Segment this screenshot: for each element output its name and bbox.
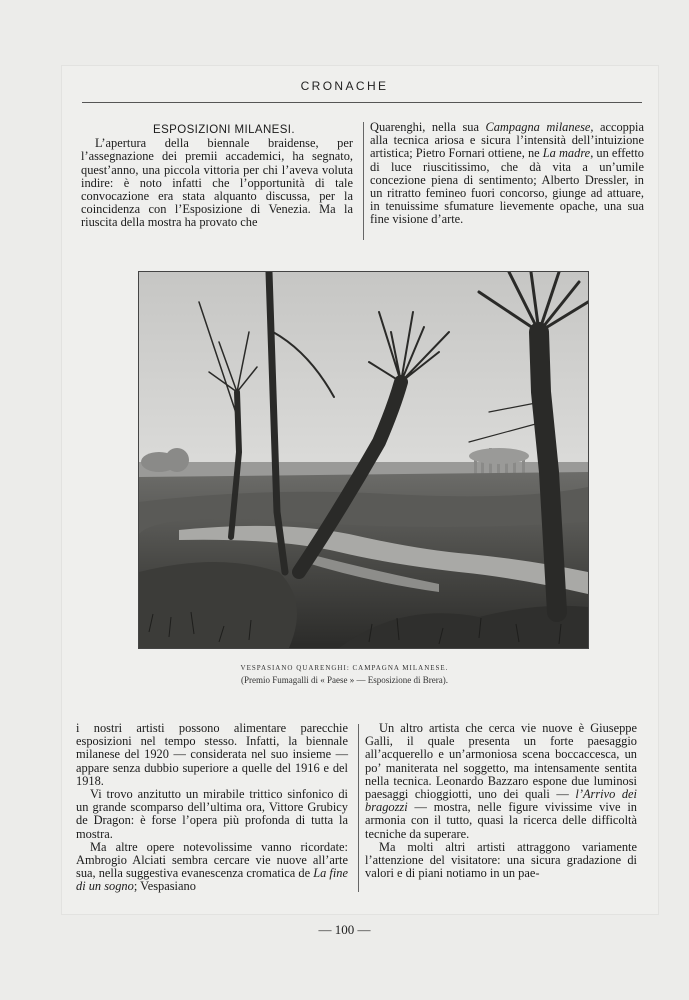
intro-paragraph: L’apertura della biennale braidense, per l’assegnazione dei premii accademici, ha segnato, quest’anno, una piccola vittoria per chi l’aveva voluta indire: è noto infatti che l’opportunità di tale convocazione era stata alquanto discussa, per la coincidenza con l’Esposizione di Venezia. Ma la riuscita della mostra ha provato che — [81, 136, 353, 230]
bottom-right-column — [365, 722, 637, 880]
header-rule — [82, 102, 642, 103]
caption-credit: (Premio Fumagalli di « Paese » — Esposizione di Brera). — [241, 675, 448, 685]
caption-title: VESPASIANO QUARENGHI: CAMPAGNA MILANESE. — [240, 664, 449, 672]
bottom-left-paragraph-1: i nostri artisti possono alimentare parecchie esposizioni nel tempo stesso. Infatti, la biennale milanese del 1920 — considerata nel suo insieme — appare senza dubbio superiore a quelle del 1916 e del 1918. — [76, 721, 348, 788]
section-title: ESPOSIZIONI MILANESI. — [153, 124, 295, 136]
figure-caption — [0, 663, 689, 687]
landscape-illustration — [139, 272, 588, 648]
landscape-photograph — [138, 271, 589, 649]
top-column-divider — [363, 122, 364, 240]
bottom-right-paragraph-1: Un altro artista che cerca vie nuove è Giuseppe Galli, il quale presenta un forte paesaggio all’acquerello e un’armoniosa scena boccaccesca, un po’ maniterata nel soggetto, ma intensamente sentita nella tecnica. Leonardo Bazzaro espone due luminosi paesaggi chioggiotti, uno dei quali — l’Arrivo dei bragozzi — mostra, nelle figure vivissime vive in armonia con il tutto, quasi la ricerca delle difficoltà tecniche da superare. — [365, 721, 637, 841]
running-head: CRONACHE — [300, 79, 389, 93]
bottom-left-paragraph-2: Vi trovo anzitutto un mirabile trittico sinfonico di un grande scomparso dell’ultima ora, Vittore Grubicy de Dragon: è forse l’opera più profonda di tutta la mostra. — [76, 787, 348, 841]
bottom-left-paragraph-3: Ma altre opere notevolissime vanno ricordate: Ambrogio Alciati sembra cercare vie nuove all’arte sua, nella suggestiva evanescenza cromatica de La fine di un sogno; Vespasiano — [76, 839, 348, 894]
page-number: — 100 — — [318, 922, 371, 937]
top-left-column — [81, 124, 353, 230]
quarenghi-paragraph: Quarenghi, nella sua Campagna milanese, accoppia alla tecnica ariosa e sicura l’intensità dell’intuizione artistica; Pietro Fornari ottiene, ne La madre, un effetto di luce riuscitissimo, che dà vita a un’umile concezione piena di sentimento; Alberto Dressler, in un ritratto femineo fuori concorso, giunge ad attuare, in tenuissime sfumature lievemente opache, una sua fine visione d’arte. — [370, 120, 644, 227]
bottom-left-column — [76, 722, 348, 894]
bottom-column-divider — [358, 724, 359, 892]
bottom-right-paragraph-2: Ma molti altri artisti attraggono variamente l’attenzione del visitatore: una sicura gradazione di valori e di piani notiamo in un pae- — [365, 839, 637, 881]
top-right-column — [370, 121, 644, 227]
